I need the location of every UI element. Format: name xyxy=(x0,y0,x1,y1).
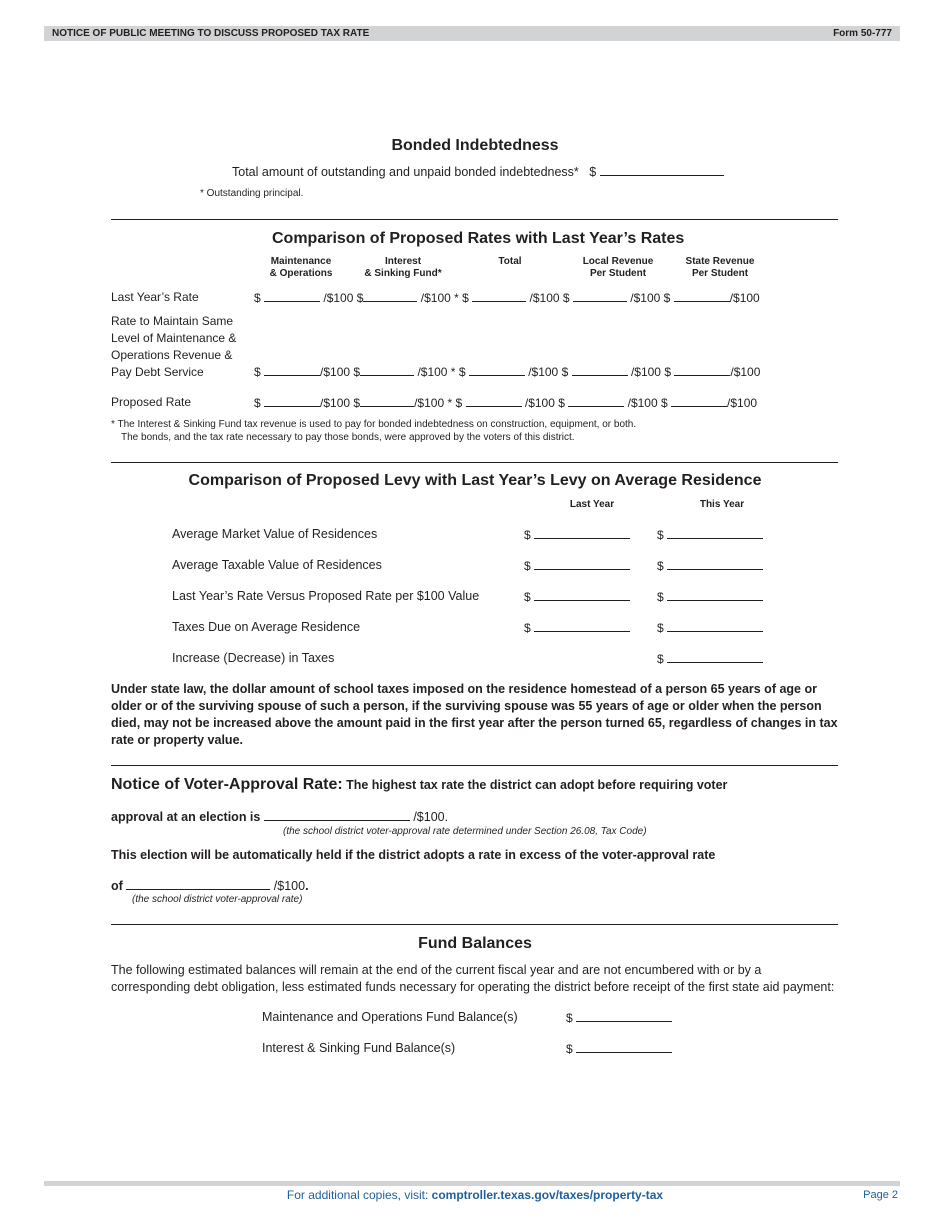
election-rate-line: of /$100. xyxy=(111,879,309,893)
amount-field[interactable] xyxy=(534,589,630,601)
amount-field[interactable] xyxy=(667,620,763,632)
fund-mo-field: $ xyxy=(566,1010,672,1025)
col-header-local-revenue: Local Revenue Per Student xyxy=(582,256,654,279)
rate-field[interactable] xyxy=(466,395,522,407)
bonded-line xyxy=(232,164,724,181)
col-header-total: Total xyxy=(498,256,522,267)
voter-approval-heading: Notice of Voter-Approval Rate: The highest tax rate the district can adopt before requiring voter xyxy=(111,776,728,793)
levy-last-year-field: $ xyxy=(524,589,630,604)
levy-row-label: Increase (Decrease) in Taxes xyxy=(172,651,335,665)
footer-bar xyxy=(44,1181,900,1186)
fund-intro: The following estimated balances will remain at the end of the current fiscal year and are not encumbered with or by a corresponding debt obligation, less estimated funds necessary for operating the district before receipt of the first state aid payment: xyxy=(111,963,835,994)
voter-approval-line: approval at an election is /$100. xyxy=(111,810,449,824)
fund-row-label: Maintenance and Operations Fund Balance(s) xyxy=(262,1010,518,1024)
bonded-footnote: * Outstanding principal. xyxy=(200,188,304,199)
currency-sign: $ xyxy=(589,165,597,179)
col-header-mo: Maintenance & Operations xyxy=(269,256,333,279)
rate-row-proposed: $ /$100 $ /$100 * $ /$100 $ /$100 $ /$100 xyxy=(254,396,758,410)
rate-field[interactable] xyxy=(363,290,417,302)
fund-row-label: Interest & Sinking Fund Balance(s) xyxy=(262,1041,456,1055)
row-label-last-year: Last Year’s Rate xyxy=(111,290,199,304)
rate-field[interactable] xyxy=(671,395,727,407)
election-rate-caption: (the school district voter-approval rate) xyxy=(132,894,303,905)
fund-is-field: $ xyxy=(566,1041,672,1056)
rate-field[interactable] xyxy=(264,364,320,376)
bonded-title: Bonded Indebtedness xyxy=(391,137,559,154)
voter-approval-rate-field[interactable] xyxy=(264,809,410,821)
amount-field[interactable] xyxy=(576,1041,672,1053)
amount-field[interactable] xyxy=(667,589,763,601)
levy-row-label: Taxes Due on Average Residence xyxy=(172,620,361,634)
divider xyxy=(111,462,838,463)
rate-field[interactable] xyxy=(469,364,525,376)
row-label-maintain: Rate to Maintain Same Level of Maintenance & Operations Revenue & Pay Debt Service xyxy=(111,314,237,379)
rate-field[interactable] xyxy=(674,290,730,302)
amount-field[interactable] xyxy=(667,651,763,663)
bonded-line-label: Total amount of outstanding and unpaid bonded indebtedness* xyxy=(232,165,579,179)
rate-row-last-year: $ /$100 $ /$100 * $ /$100 $ /$100 $ /$100 xyxy=(254,291,760,305)
rate-field[interactable] xyxy=(264,395,320,407)
rate-field[interactable] xyxy=(573,290,627,302)
amount-field[interactable] xyxy=(576,1010,672,1022)
amount-field[interactable] xyxy=(667,527,763,539)
levy-this-year-field: $ xyxy=(657,651,763,666)
col-header-state-revenue: State Revenue Per Student xyxy=(685,256,755,279)
levy-this-year-field: $ xyxy=(657,589,763,604)
levy-last-year-field: $ xyxy=(524,558,630,573)
rate-row-maintain: $ /$100 $ /$100 * $ /$100 $ /$100 $ /$100 xyxy=(254,365,761,379)
amount-field[interactable] xyxy=(534,558,630,570)
levy-row-label: Last Year’s Rate Versus Proposed Rate per $100 Value xyxy=(172,589,480,603)
comptroller-link[interactable]: comptroller.texas.gov/taxes/property-tax xyxy=(431,1188,664,1202)
rate-field[interactable] xyxy=(264,290,320,302)
rate-field[interactable] xyxy=(674,364,730,376)
amount-field[interactable] xyxy=(534,620,630,632)
row-label-proposed: Proposed Rate xyxy=(111,395,192,409)
amount-field[interactable] xyxy=(534,527,630,539)
levy-last-year-field: $ xyxy=(524,620,630,635)
rates-title: Comparison of Proposed Rates with Last Year’s Rates xyxy=(272,230,685,247)
fund-title: Fund Balances xyxy=(418,935,532,952)
senior-freeze-note: Under state law, the dollar amount of school taxes imposed on the residence homestead of a person 65 years of age or older or of the surviving spouse of such a person, if the surviving spouse was 55 years of age or older when the person died, may not be increased above the amount paid in the first year after the person turned 65, regardless of changes in tax rate or property value. xyxy=(111,682,838,747)
divider xyxy=(111,219,838,220)
levy-last-year-field: $ xyxy=(524,527,630,542)
form-title: NOTICE OF PUBLIC MEETING TO DISCUSS PROPOSED TAX RATE xyxy=(52,28,370,39)
election-notice: This election will be automatically held if the district adopts a rate in excess of the voter-approval rate xyxy=(111,848,716,862)
rate-field[interactable] xyxy=(572,364,628,376)
form-number: Form 50-777 xyxy=(833,28,892,39)
rate-field[interactable] xyxy=(360,364,414,376)
amount-field[interactable] xyxy=(667,558,763,570)
election-rate-field[interactable] xyxy=(126,878,270,890)
col-header-this-year: This Year xyxy=(699,499,745,510)
rate-field[interactable] xyxy=(472,290,526,302)
col-header-last-year: Last Year xyxy=(569,499,615,510)
rate-field[interactable] xyxy=(360,395,414,407)
levy-row-label: Average Taxable Value of Residences xyxy=(172,558,382,572)
bonded-amount-field[interactable] xyxy=(600,164,724,176)
voter-approval-caption: (the school district voter-approval rate determined under Section 26.08, Tax Code) xyxy=(283,826,647,837)
rate-field[interactable] xyxy=(568,395,624,407)
levy-row-label: Average Market Value of Residences xyxy=(172,527,378,541)
levy-this-year-field: $ xyxy=(657,527,763,542)
divider xyxy=(111,765,838,766)
rates-footnote: * The Interest & Sinking Fund tax revenue is used to pay for bonded indebtedness on construction, equipment, or both. The bonds, and the tax rate necessary to pay those bonds, were approved by the voters of this district. xyxy=(111,419,637,443)
col-header-is: Interest & Sinking Fund* xyxy=(364,256,442,279)
levy-this-year-field: $ xyxy=(657,620,763,635)
page-number: Page 2 xyxy=(863,1189,898,1201)
footer-copies: For additional copies, visit: comptroller.texas.gov/taxes/property-tax xyxy=(286,1188,664,1202)
levy-this-year-field: $ xyxy=(657,558,763,573)
divider xyxy=(111,924,838,925)
levy-title: Comparison of Proposed Levy with Last Year’s Levy on Average Residence xyxy=(188,472,762,489)
